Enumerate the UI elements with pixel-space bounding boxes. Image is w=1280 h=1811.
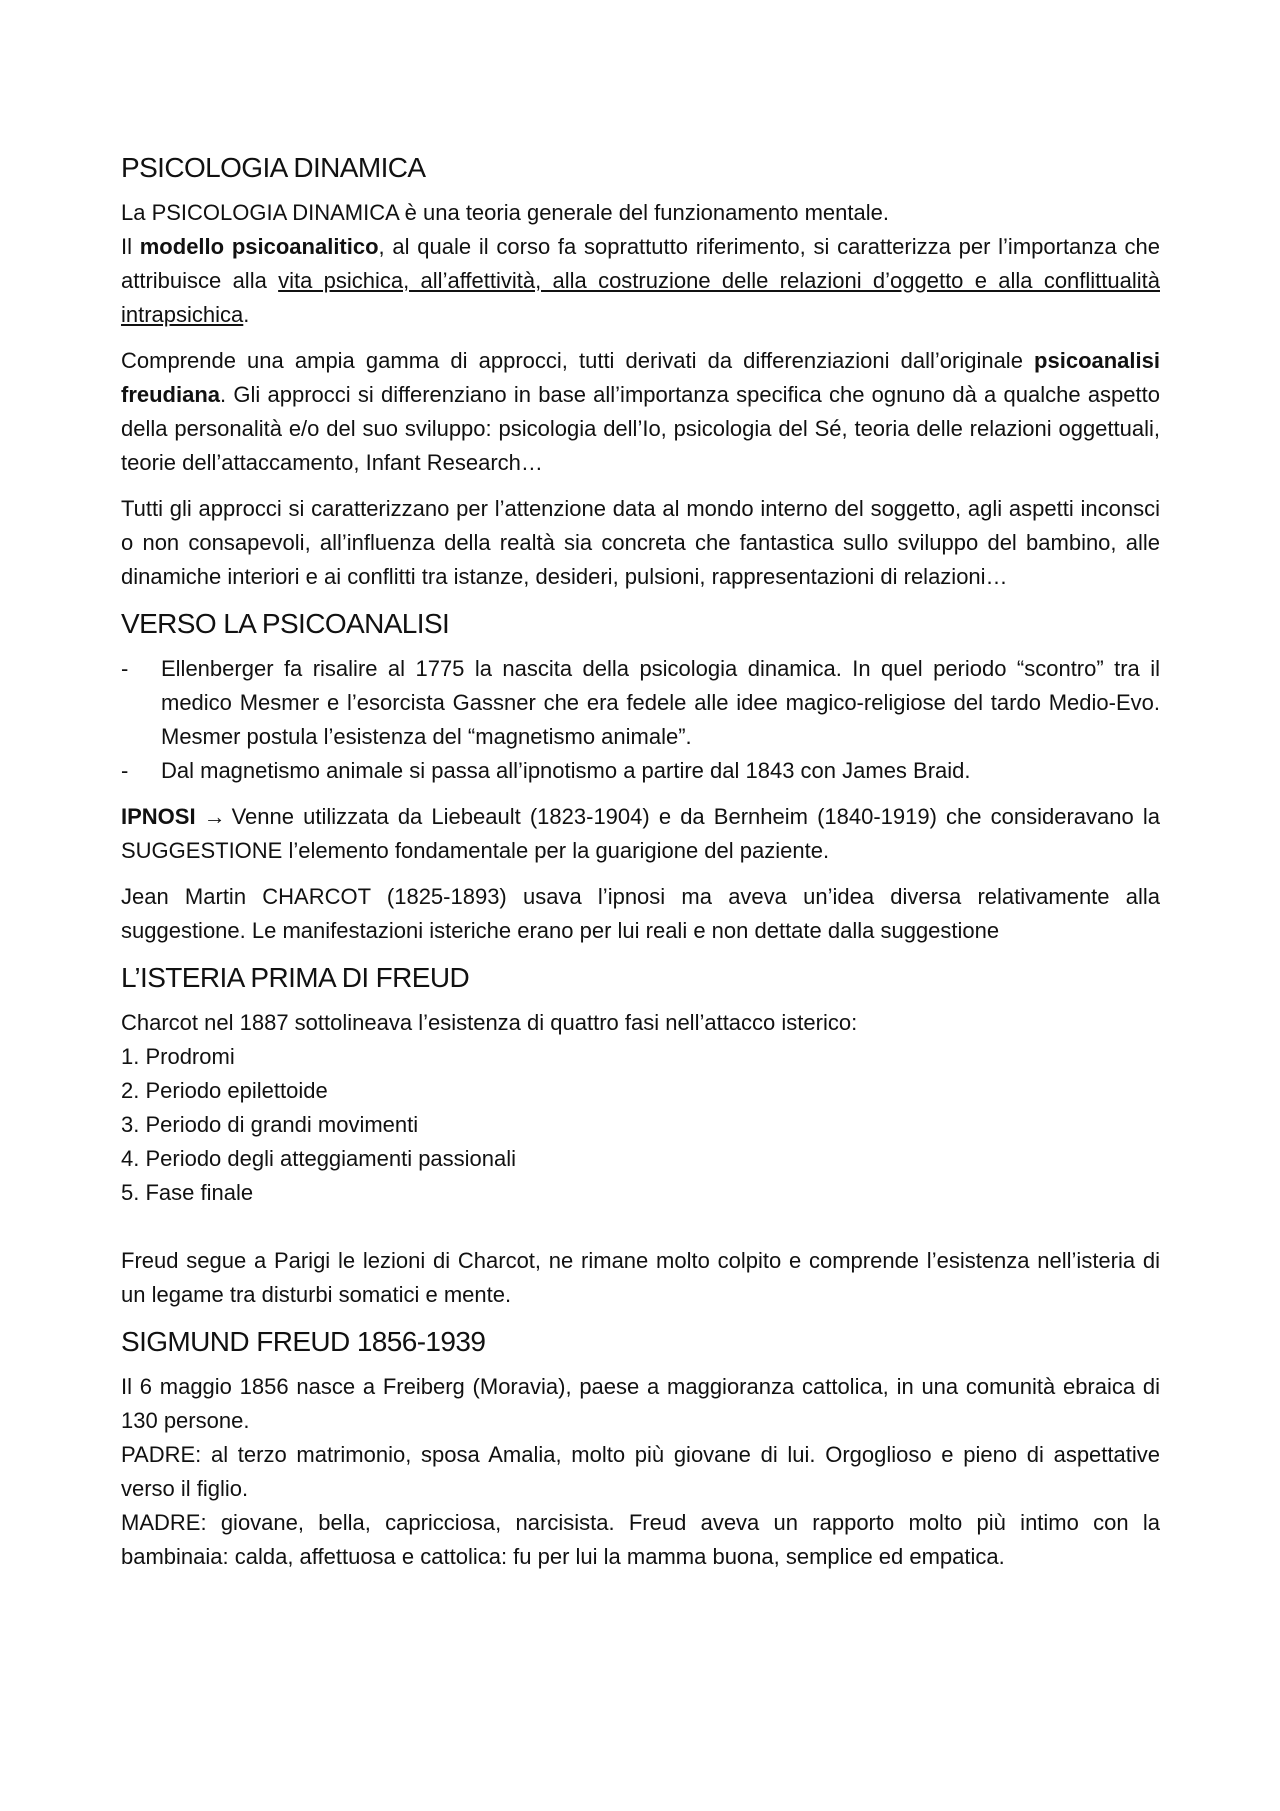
numbered-list (121, 1040, 1160, 1210)
dash-marker: - (121, 656, 129, 681)
list-item: 1. Prodromi (121, 1044, 235, 1069)
text-run: . Gli approcci si differenziano in base all’importanza specifica che ognuno dà a qualche aspetto della personalità e/o del suo sviluppo: psicologia dell’Io, psicologia del Sé, teoria delle relazioni oggettuali, teorie dell’attaccamento, Infant Research… (121, 382, 1160, 475)
text-run: Venne utilizzata da Liebeault (1823-1904) e da Bernheim (1840-1919) che consideravano la SUGGESTIONE l’elemento fondamentale per la guarigione del paziente. (121, 804, 1160, 863)
spacer (121, 1210, 1160, 1244)
dash-marker: - (121, 758, 129, 783)
paragraph-freud-parigi: Freud segue a Parigi le lezioni di Charcot, ne rimane molto colpito e comprende l’esistenza nell’isteria di un legame tra disturbi somatici e mente. (121, 1248, 1160, 1307)
paragraph-freud-bio (121, 1370, 1160, 1574)
list-item (121, 754, 1160, 788)
text-padre: PADRE: al terzo matrimonio, sposa Amalia, molto più giovane di lui. Orgoglioso e pieno di aspettative verso il figlio. (121, 1442, 1160, 1501)
heading-isteria: L’ISTERIA PRIMA DI FREUD (121, 962, 470, 993)
list-item: 4. Periodo degli atteggiamenti passionali (121, 1146, 517, 1171)
list-item-text: Dal magnetismo animale si passa all’ipnotismo a partire dal 1843 con James Braid. (161, 758, 971, 783)
bullet-list (121, 652, 1160, 788)
list-item: 3. Periodo di grandi movimenti (121, 1112, 419, 1137)
paragraph-ipnosi (121, 800, 1160, 868)
text-run: . (243, 302, 250, 327)
paragraph-approcci (121, 344, 1160, 480)
bold-term-psicoanalisi: psicoanalisi freudiana (121, 348, 1160, 407)
bold-term-ipnosi: IPNOSI (121, 804, 196, 829)
paragraph-charcot-fasi: Charcot nel 1887 sottolineava l’esistenza di quattro fasi nell’attacco isterico: (121, 1010, 858, 1035)
text-run: Comprende una ampia gamma di approcci, tutti derivati da differenziazioni dall’originale (121, 348, 1035, 373)
text-run: , al quale il corso fa soprattutto riferimento, si caratterizza per l’importanza che attribuisce alla (121, 234, 1160, 293)
list-item: 2. Periodo epilettoide (121, 1078, 328, 1103)
text-madre: MADRE: giovane, bella, capricciosa, narcisista. Freud aveva un rapporto molto più intimo con la bambinaia: calda, affettuosa e cattolica: fu per lui la mamma buona, semplice ed empatica. (121, 1510, 1160, 1569)
text-run: Il (121, 234, 140, 259)
text-birth: Il 6 maggio 1856 nasce a Freiberg (Moravia), paese a maggioranza cattolica, in una comunità ebraica di 130 persone. (121, 1374, 1160, 1433)
heading-psicologia-dinamica: PSICOLOGIA DINAMICA (121, 152, 426, 183)
heading-verso-psicoanalisi: VERSO LA PSICOANALISI (121, 608, 450, 639)
paragraph-caratteristiche: Tutti gli approcci si caratterizzano per l’attenzione data al mondo interno del soggetto, agli aspetti inconsci o non consapevoli, all’influenza della realtà sia concreta che fantastica sullo sviluppo del bambino, alle dinamiche interiori e ai conflitti tra istanze, desideri, pulsioni, rappresentazioni di relazioni… (121, 496, 1160, 589)
paragraph-charcot: Jean Martin CHARCOT (1825-1893) usava l’ipnosi ma aveva un’idea diversa relativamente alla suggestione. Le manifestazioni isteriche erano per lui reali e non dettate dalla suggestione (121, 884, 1160, 943)
list-item: 5. Fase finale (121, 1180, 254, 1205)
bold-term-modello: modello psicoanalitico (139, 234, 379, 259)
heading-sigmund-freud: SIGMUND FREUD 1856-1939 (121, 1326, 486, 1357)
list-item-text: Ellenberger fa risalire al 1775 la nascita della psicologia dinamica. In quel periodo “scontro” tra il medico Mesmer e l’esorcista Gassner che era fedele alle idee magico-religiose del tardo Medio-Evo. Mesmer postula l’esistenza del “magnetismo animale”. (161, 656, 1160, 749)
arrow-right-icon: → (203, 804, 226, 829)
underlined-phrase: vita psichica, all’affettività, alla costruzione delle relazioni d’oggetto e alla conflittualità intrapsichica (121, 268, 1160, 327)
paragraph-intro (121, 196, 1160, 332)
intro-line: La PSICOLOGIA DINAMICA è una teoria generale del funzionamento mentale. (121, 200, 889, 225)
list-item (121, 652, 1160, 754)
